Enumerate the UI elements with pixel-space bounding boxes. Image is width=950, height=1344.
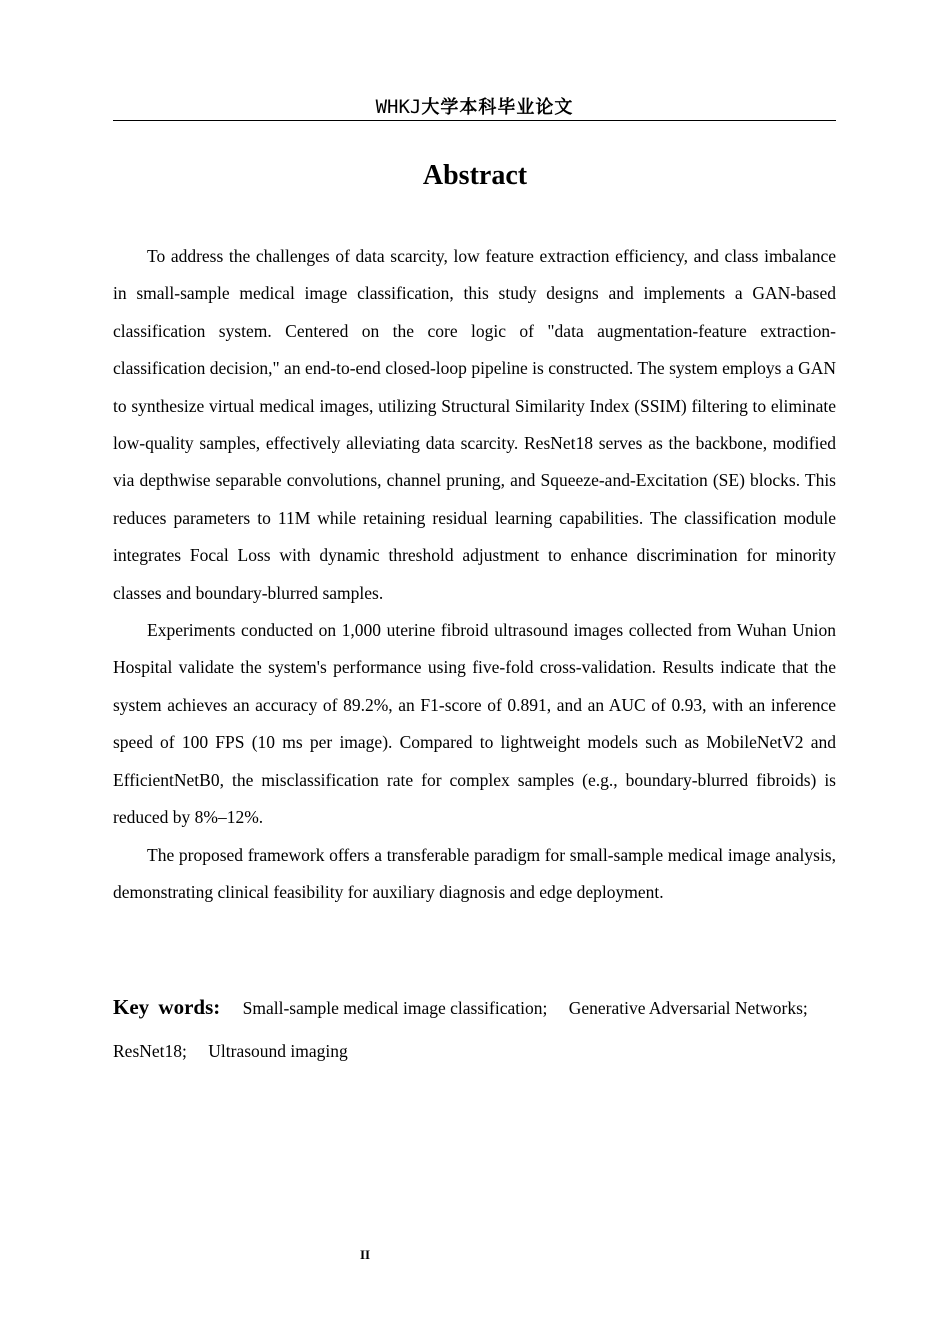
keywords-section xyxy=(113,986,836,1073)
keyword-item: Ultrasound imaging xyxy=(208,1041,348,1061)
abstract-paragraph-1: To address the challenges of data scarcity, low feature extraction efficiency, and class imbalance in small-sample medical image classification, this study designs and implements a GAN-based classification system. Centered on the core logic of "data augmentation-feature extraction-classification decision," an end-to-end closed-loop pipeline is constructed. The system employs a GAN to synthesize virtual medical images, utilizing Structural Similarity Index (SSIM) filtering to eliminate low-quality samples, effectively alleviating data scarcity. ResNet18 serves as the backbone, modified via depthwise separable convolutions, channel pruning, and Squeeze-and-Excitation (SE) blocks. This reduces parameters to 11M while retaining residual learning capabilities. The classification module integrates Focal Loss with dynamic threshold adjustment to enhance discrimination for minority classes and boundary-blurred samples. xyxy=(113,246,836,603)
abstract-paragraph-3: The proposed framework offers a transferable paradigm for small-sample medical image analysis, demonstrating clinical feasibility for auxiliary diagnosis and edge deployment. xyxy=(113,844,836,902)
abstract-title: Abstract xyxy=(422,160,528,191)
keyword-item: ResNet18; xyxy=(113,1041,187,1061)
keyword-item: Small-sample medical image classification; xyxy=(242,998,548,1018)
header-university-code: WHKJ xyxy=(375,96,422,118)
keywords-label: Key words: xyxy=(113,995,221,1019)
keyword-item: Generative Adversarial Networks; xyxy=(568,998,808,1018)
abstract-body xyxy=(113,238,836,911)
running-header xyxy=(113,94,836,121)
abstract-paragraph-2: Experiments conducted on 1,000 uterine fibroid ultrasound images collected from Wuhan Union Hospital validate the system's performance using five-fold cross-validation. Results indicate that the system achieves an accuracy of 89.2%, an F1-score of 0.891, and an AUC of 0.93, with an inference speed of 100 FPS (10 ms per image). Compared to lightweight models such as MobileNetV2 and EfficientNetB0, the misclassification rate for complex samples (e.g., boundary-blurred fibroids) is reduced by 8%–12%. xyxy=(113,620,836,828)
page-number: II xyxy=(359,1247,371,1262)
header-thesis-label: 大学本科毕业论文 xyxy=(421,97,574,118)
